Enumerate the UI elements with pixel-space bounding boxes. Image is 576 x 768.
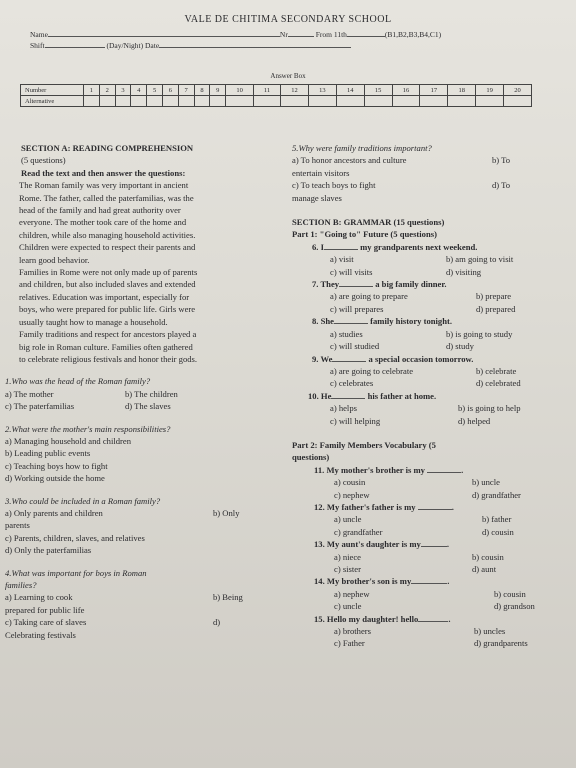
vocab-question-11: 11. My mother's brother is my . a) cousin b) uncle c) nephew d) grandfather [292,464,554,501]
blank[interactable] [411,583,447,584]
option-a[interactable]: a) visit [330,254,354,265]
answer-cell[interactable] [84,96,100,107]
answer-number: 18 [448,85,476,96]
option-b[interactable]: b) cousin [472,551,504,562]
passage-line: children, while also managing household activities. [19,229,196,240]
question-5 [292,142,554,204]
answer-cell[interactable] [308,96,336,107]
passage-line: big role in Roman culture. Families often gathered [19,341,193,352]
passage-line: relatives. Education was important, especially for [19,291,190,302]
name-field[interactable] [48,36,280,37]
passage-line: Children were expected to respect their parents and [19,242,196,253]
passage-line: Rome. The father, called the paterfamilias, was the [19,192,194,203]
answer-alternative-row [21,96,532,107]
option-b[interactable]: b) father [482,514,512,525]
option-c[interactable]: c) celebrates [330,378,374,389]
vocab-question-13: 13. My aunt's daughter is my . a) niece b) cousin c) sister d) aunt [292,538,554,575]
blank[interactable] [334,323,368,324]
option-a[interactable]: a) brothers [334,626,371,637]
option-d[interactable]: d) Only the paterfamilias [5,545,92,556]
question-text: Hello my daughter! hello [326,613,419,624]
question-1 [5,375,267,412]
part1-title: Part 1: "Going to" Future (5 questions) [292,229,437,240]
question-text: My brother's son is my [326,576,412,587]
blank[interactable] [339,286,373,287]
from-field[interactable] [347,36,385,37]
grammar-question-8 [292,315,554,352]
passage-line: to celebrate religious festivals and honor their gods. [19,353,198,364]
date-field[interactable] [159,47,351,48]
answer-number: 17 [420,85,448,96]
option-d[interactable]: d) cousin [482,526,514,537]
question-number: 12. [314,501,325,512]
question-pre: We [320,353,333,364]
question-text: My mother's brother is my [326,464,425,475]
nr-label: Nr [279,30,288,39]
reading-passage [5,179,267,365]
question-3 [5,495,267,557]
blank[interactable] [331,398,365,399]
blank[interactable] [332,361,366,362]
option-a[interactable]: a) cousin [334,477,366,488]
answer-number: 12 [281,85,309,96]
option-a[interactable]: a) studies [330,328,363,339]
answer-cell[interactable] [147,96,163,107]
option-b[interactable]: b) cousin [494,588,526,599]
name-label: Name [30,30,48,39]
option-a[interactable]: a) helps [330,403,357,414]
answer-number: 20 [504,85,532,96]
alternative-label: Alternative [21,96,84,107]
option-a[interactable]: a) niece [334,551,361,562]
option-b-continued: entertain visitors [292,167,350,178]
option-c[interactable]: c) Parents, children, slaves, and relatives [5,532,145,543]
part2-title-continued: questions) [292,452,330,463]
blank[interactable] [421,546,447,547]
daynight-label: (Day/Night) [106,41,144,50]
option-c[interactable]: c) To teach boys to fight [292,180,376,191]
grammar-question-7 [292,278,554,315]
question-stem: 2.What were the mother's main responsibilities? [5,423,171,434]
option-d[interactable]: d) study [446,341,474,352]
option-b[interactable]: b) Only [213,507,240,518]
option-a[interactable]: a) Only parents and children [5,507,103,518]
question-stem: 4.What was important for boys in Roman [5,567,147,578]
shift-line [30,41,351,50]
blank[interactable] [418,509,452,510]
passage-line: boys, who were prepared for public life. Girls were [19,304,196,315]
answer-cell[interactable] [281,96,309,107]
option-b-continued: parents [5,520,30,531]
question-post: family history tonight. [370,316,453,327]
option-a[interactable]: a) are going to celebrate [330,365,414,376]
option-d[interactable]: d) prepared [476,303,516,314]
option-a[interactable]: a) nephew [334,588,370,599]
passage-line: learn good behavior. [19,254,90,265]
question-stem-continued: families? [5,580,37,590]
grammar-question-6 [292,241,554,278]
vocab-question-14: 14. My brother's son is my . a) nephew b) cousin c) uncle d) grandson [292,575,554,612]
option-b[interactable]: b) uncles [474,626,506,637]
question-4 [5,567,267,641]
option-d[interactable]: d) The slaves [125,401,171,412]
option-d[interactable]: d) grandfather [472,489,521,500]
answer-number: 1 [84,85,100,96]
option-a[interactable]: a) Learning to cook [5,592,73,603]
blank[interactable] [427,472,461,473]
vocab-question-15: 15. Hello my daughter! hello . a) brothers b) uncles c) Father d) grandparents [292,613,554,650]
answer-cell[interactable] [226,96,254,107]
question-pre: They [320,279,340,290]
section-a-column [5,142,267,641]
answer-cell[interactable] [420,96,448,107]
question-number: 13. [314,539,325,550]
answer-cell[interactable] [162,96,178,107]
option-b[interactable]: b) am going to visit [446,254,514,265]
passage-line: and children, but also included slaves and extended [19,279,196,290]
question-number: 9. [312,353,319,364]
question-stem: 1.Who was the head of the Roman family? [5,376,151,387]
passage-line: usually taught how to manage a household. [19,316,168,327]
question-post: my grandparents next weekend. [360,241,478,252]
grammar-question-10 [292,390,554,427]
question-number: 11. [314,464,325,475]
option-c[interactable]: c) sister [334,564,361,574]
option-d[interactable]: d) visiting [446,266,482,277]
answer-cell[interactable] [115,96,131,107]
answer-number: 8 [194,85,210,96]
question-pre: He [320,390,332,401]
option-c[interactable]: c) Teaching boys how to fight [5,460,108,471]
option-c[interactable]: c) Father [334,638,365,649]
option-d[interactable]: d) [213,617,221,628]
part2-title: Part 2: Family Members Vocabulary (5 [292,439,436,450]
answer-number: 5 [147,85,163,96]
answer-box-table [20,84,532,107]
question-number: 10. [308,390,319,401]
grammar-question-9 [292,353,554,390]
answer-number: 7 [178,85,194,96]
section-a-count: (5 questions) [21,155,66,166]
passage-line: Family traditions and respect for ancestors played a [19,329,197,340]
answer-cell[interactable] [448,96,476,107]
option-a[interactable]: a) The mother [5,388,54,399]
option-d[interactable]: d) grandparents [474,638,528,649]
question-text: My father's father is my [326,501,416,512]
question-text: My aunt's daughter is my [326,539,421,550]
question-post: a special occasion tomorrow. [368,353,474,364]
option-c[interactable]: c) Taking care of slaves [5,617,87,628]
question-post: a big family dinner. [375,279,447,290]
answer-cell[interactable] [336,96,364,107]
blank[interactable] [418,621,448,622]
passage-line: head of the family and had great authority over [19,205,181,216]
answer-number: 11 [254,85,281,96]
option-a[interactable]: a) Managing household and children [5,435,132,446]
option-c[interactable]: c) The paterfamilias [5,401,75,412]
answer-cell[interactable] [178,96,194,107]
question-number: 15. [314,613,325,624]
question-number: 8. [312,316,319,327]
option-d[interactable]: d) grandson [494,601,535,612]
question-pre: She [320,316,334,327]
school-title: VALE DE CHITIMA SECONDARY SCHOOL [184,14,392,25]
answer-cell[interactable] [99,96,115,107]
answer-number: 4 [131,85,147,96]
option-c[interactable]: c) will studied [330,341,380,352]
number-label: Number [21,85,84,96]
option-b[interactable]: b) is going to study [446,328,513,339]
option-d[interactable]: d) aunt [472,564,497,574]
option-c[interactable]: c) will prepares [330,303,384,314]
name-line [30,30,441,39]
answer-cell[interactable] [254,96,281,107]
option-b[interactable]: b) is going to help [458,403,521,414]
section-a-instruction: Read the text and then answer the questions: [21,167,186,178]
option-b[interactable]: b) celebrate [476,365,517,376]
answer-number: 14 [336,85,364,96]
option-c[interactable]: c) will helping [330,415,381,426]
answer-number: 15 [364,85,392,96]
option-c[interactable]: c) will visits [330,266,373,277]
answer-cell[interactable] [476,96,504,107]
question-pre: I [320,241,324,252]
answer-number: 3 [115,85,131,96]
question-2 [5,423,267,485]
option-d[interactable]: d) celebrated [476,378,521,389]
section-a-title: SECTION A: READING COMPREHENSION [21,143,194,153]
blank[interactable] [324,249,358,250]
section-b-title: SECTION B: GRAMMAR (15 questions) [292,217,445,228]
answer-number-row [21,85,532,96]
option-a[interactable]: a) are going to prepare [330,291,408,302]
option-c[interactable]: c) uncle [334,601,362,612]
option-b[interactable]: b) The children [125,388,178,399]
option-d-continued: manage slaves [292,192,342,203]
option-a[interactable]: a) uncle [334,514,362,525]
shift-field[interactable] [45,47,105,48]
answer-box-title: Answer Box [270,72,306,80]
answer-number: 13 [308,85,336,96]
answer-number: 10 [226,85,254,96]
answer-cell[interactable] [504,96,532,107]
option-d[interactable]: d) helped [458,415,491,426]
answer-number: 19 [476,85,504,96]
answer-cell[interactable] [210,96,226,107]
option-b[interactable]: b) Leading public events [5,448,91,459]
question-number: 6. [312,241,319,252]
classes-label: (B1,B2,B3,B4,C1) [384,30,442,39]
answer-number: 16 [392,85,420,96]
question-stem: 5.Why were family traditions important? [292,143,432,153]
answer-number: 9 [210,85,226,96]
option-d-continued: Celebrating festivals [5,629,76,640]
answer-cell[interactable] [194,96,210,107]
option-b[interactable]: b) prepare [476,291,512,302]
passage-line: Families in Rome were not only made up of parents [19,267,198,278]
answer-cell[interactable] [364,96,392,107]
option-d[interactable]: d) To [492,180,511,191]
question-number: 14. [314,576,325,587]
option-c[interactable]: c) grandfather [334,526,383,537]
option-b[interactable]: b) Being [213,592,243,603]
passage-line: The Roman family was very important in ancient [19,180,189,191]
shift-label: Shift [30,41,45,50]
option-b[interactable]: b) To [492,155,511,166]
section-b-column [292,142,554,650]
answer-cell[interactable] [131,96,147,107]
nr-field[interactable] [288,36,314,37]
answer-number: 6 [162,85,178,96]
date-label: Date [145,41,160,50]
answer-number: 2 [99,85,115,96]
question-post: his father at home. [367,390,437,401]
passage-line: everyone. The mother took care of the home and [19,217,187,228]
option-d[interactable]: d) Working outside the home [5,473,105,484]
option-b-continued: prepared for public life [5,604,85,615]
option-b[interactable]: b) uncle [472,477,500,488]
answer-cell[interactable] [392,96,420,107]
question-number: 7. [312,279,319,290]
from-label: From 11th [315,30,347,39]
vocab-question-12: 12. My father's father is my . a) uncle b) father c) grandfather d) cousin [292,501,554,538]
question-stem: 3.Who could be included in a Roman family? [5,495,161,506]
option-a[interactable]: a) To honor ancestors and culture [292,155,407,166]
option-c[interactable]: c) nephew [334,489,370,500]
